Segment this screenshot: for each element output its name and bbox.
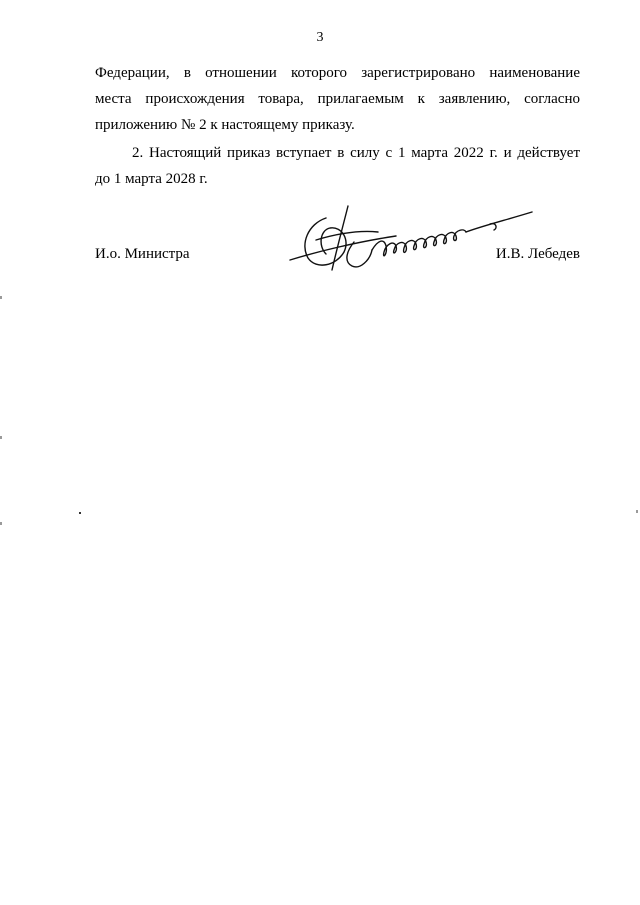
scan-edge-mark [0, 436, 2, 439]
paragraph-1-line-2: места происхождения товара, прилагаемым к заявлению, согласно [95, 91, 580, 107]
handwritten-signature [286, 200, 536, 280]
signatory-name: И.В. Лебедев [495, 246, 580, 262]
paragraph-1 [95, 60, 580, 138]
paragraph-1-line-1: Федерации, в отношении которого зарегистрировано наименование [95, 65, 580, 81]
position-title: И.о. Министра [95, 246, 190, 262]
scan-edge-mark [636, 510, 638, 513]
scan-dot [79, 512, 81, 514]
paragraph-2-line-1: 2. Настоящий приказ вступает в силу с 1 марта 2022 г. и действует [132, 145, 580, 161]
scan-edge-mark [0, 522, 2, 525]
paragraph-2-line-2: до 1 марта 2028 г. [95, 171, 208, 187]
paragraph-1-line-3: приложению № 2 к настоящему приказу. [95, 117, 355, 133]
page-number: 3 [316, 30, 324, 45]
paragraph-2 [95, 140, 580, 192]
scan-edge-mark [0, 296, 2, 299]
